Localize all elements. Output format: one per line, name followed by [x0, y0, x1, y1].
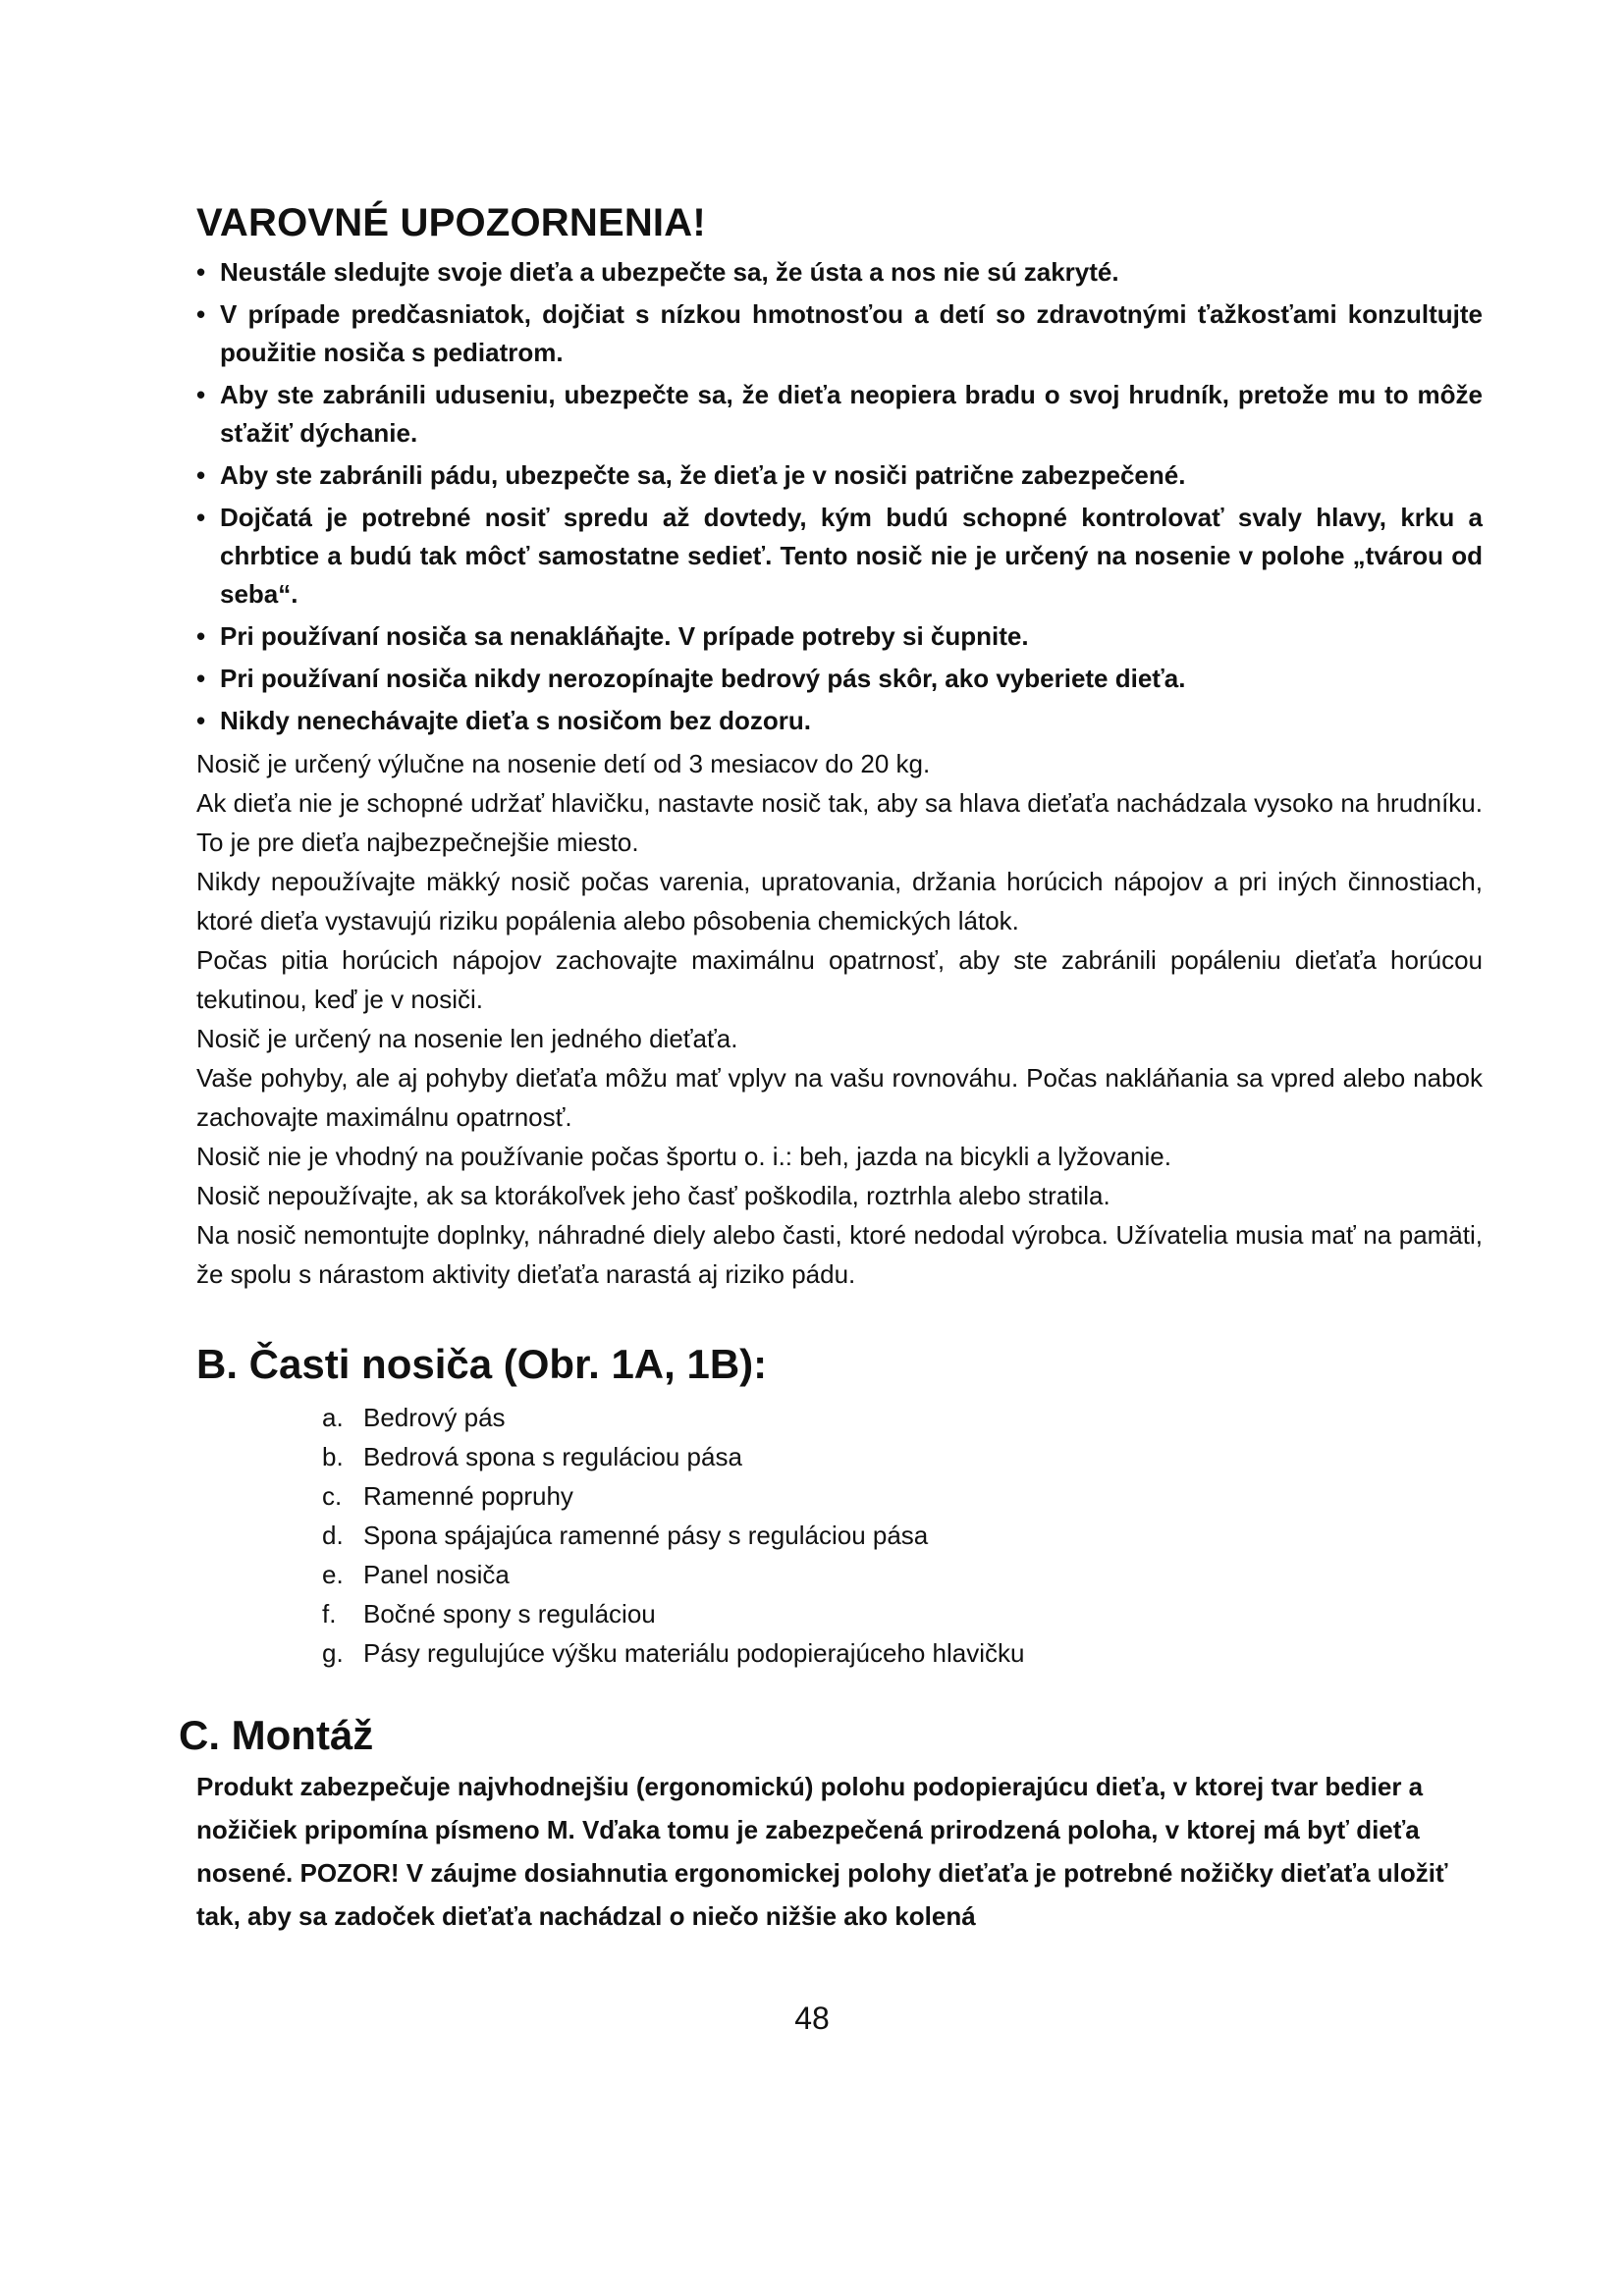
montaz-section-title: C. Montáž: [179, 1712, 374, 1758]
parts-item-letter: f.: [322, 1599, 337, 1629]
montaz-paragraph: Produkt zabezpečuje najvhodnejšiu (ergonomickú) polohu podopierajúcu dieťa, v ktorej tvar bedier a nožičiek pripomína písmeno M. Vďaka tomu je zabezpečená prirodzená poloha, v ktorej má byť dieťa nosené. POZOR! V záujme dosiahnutia ergonomickej polohy dieťaťa je potrebné nožičky dieťaťa uložiť tak, aby sa zadoček dieťaťa nachádzal o niečo nižšie ako kolená: [196, 1772, 1448, 1931]
warning-item: • Dojčatá je potrebné nosiť spredu až dovtedy, kým budú schopné kontrolovať svaly hlavy, krku a chrbtice a budú tak môcť samostatne sedieť. Tento nosič nie je určený na nosenie v polohe „tvárou od seba“.: [196, 499, 1483, 614]
parts-section-title: B. Časti nosiča (Obr. 1A, 1B):: [196, 1341, 768, 1387]
parts-list-item: [322, 1516, 1483, 1555]
warning-paragraph: Nosič je určený výlučne na nosenie detí od 3 mesiacov do 20 kg.: [196, 749, 931, 778]
warning-item: • Aby ste zabránili uduseniu, ubezpečte sa, že dieťa neopiera bradu o svoj hrudník, pretože mu to môže sťažiť dýchanie.: [196, 376, 1483, 453]
parts-list-item: [322, 1437, 1483, 1476]
warning-paragraph: Na nosič nemontujte doplnky, náhradné diely alebo časti, ktoré nedodal výrobca. Užívatelia musia mať na pamäti, že spolu s nárastom aktivity dieťaťa narastá aj riziko pádu.: [196, 1220, 1483, 1289]
parts-item-letter: c.: [322, 1481, 343, 1511]
parts-list-item: [322, 1398, 1483, 1437]
warnings-title: VAROVNÉ UPOZORNENIA!: [196, 201, 706, 244]
parts-list-item: [322, 1476, 1483, 1516]
warning-paragraph: Nosič je určený na nosenie len jedného dieťaťa.: [196, 1024, 738, 1053]
parts-item-text: Pásy regulujúce výšku materiálu podopierajúceho hlavičku: [363, 1638, 1025, 1668]
document-page: [179, 201, 1483, 1938]
parts-item-letter: b.: [322, 1442, 344, 1471]
parts-item-text: Ramenné popruhy: [363, 1481, 573, 1511]
page-number: 48: [794, 2001, 830, 2036]
warning-paragraph: Nikdy nepoužívajte mäkký nosič počas varenia, upratovania, držania horúcich nápojov a pri iných činnostiach, ktoré dieťa vystavujú riziku popálenia alebo pôsobenia chemických látok.: [196, 867, 1483, 935]
parts-list-item: [322, 1594, 1483, 1633]
parts-item-letter: a.: [322, 1403, 344, 1432]
parts-item-text: Bedrový pás: [363, 1403, 506, 1432]
parts-item-letter: d.: [322, 1521, 344, 1550]
warning-item: • Pri používaní nosiča sa nenakláňajte. V prípade potreby si čupnite.: [196, 617, 1483, 656]
warning-item: • V prípade predčasniatok, dojčiat s nízkou hmotnosťou a detí so zdravotnými ťažkosťami konzultujte použitie nosiča s pediatrom.: [196, 295, 1483, 372]
parts-item-text: Spona spájajúca ramenné pásy s reguláciou pása: [363, 1521, 929, 1550]
parts-item-text: Bočné spony s reguláciou: [363, 1599, 656, 1629]
warning-item: • Neustále sledujte svoje dieťa a ubezpečte sa, že ústa a nos nie sú zakryté.: [196, 253, 1483, 292]
parts-list: [196, 1398, 1483, 1673]
parts-item-text: Panel nosiča: [363, 1560, 510, 1589]
parts-item-letter: e.: [322, 1560, 344, 1589]
warning-item: • Nikdy nenechávajte dieťa s nosičom bez dozoru.: [196, 702, 1483, 740]
warnings-list: [196, 253, 1483, 740]
warning-paragraph: Počas pitia horúcich nápojov zachovajte maximálnu opatrnosť, aby ste zabránili popáleniu dieťaťa horúcou tekutinou, keď je v nosiči.: [196, 945, 1483, 1014]
warning-item: • Aby ste zabránili pádu, ubezpečte sa, že dieťa je v nosiči patrične zabezpečené.: [196, 456, 1483, 495]
warning-paragraph: Vaše pohyby, ale aj pohyby dieťaťa môžu mať vplyv na vašu rovnováhu. Počas nakláňania sa vpred alebo nabok zachovajte maximálnu opatrnosť.: [196, 1063, 1483, 1132]
warning-paragraph: Nosič nie je vhodný na používanie počas športu o. i.: beh, jazda na bicykli a lyžovanie.: [196, 1142, 1171, 1171]
parts-item-text: Bedrová spona s reguláciou pása: [363, 1442, 742, 1471]
warning-paragraph: Ak dieťa nie je schopné udržať hlavičku, nastavte nosič tak, aby sa hlava dieťaťa nachádzala vysoko na hrudníku. To je pre dieťa najbezpečnejšie miesto.: [196, 788, 1483, 857]
parts-list-item: [322, 1633, 1483, 1673]
parts-item-letter: g.: [322, 1638, 344, 1668]
warning-item: • Pri používaní nosiča nikdy nerozopínajte bedrový pás skôr, ako vyberiete dieťa.: [196, 660, 1483, 698]
warning-paragraph: Nosič nepoužívajte, ak sa ktorákoľvek jeho časť poškodila, roztrhla alebo stratila.: [196, 1181, 1110, 1210]
parts-list-item: [322, 1555, 1483, 1594]
